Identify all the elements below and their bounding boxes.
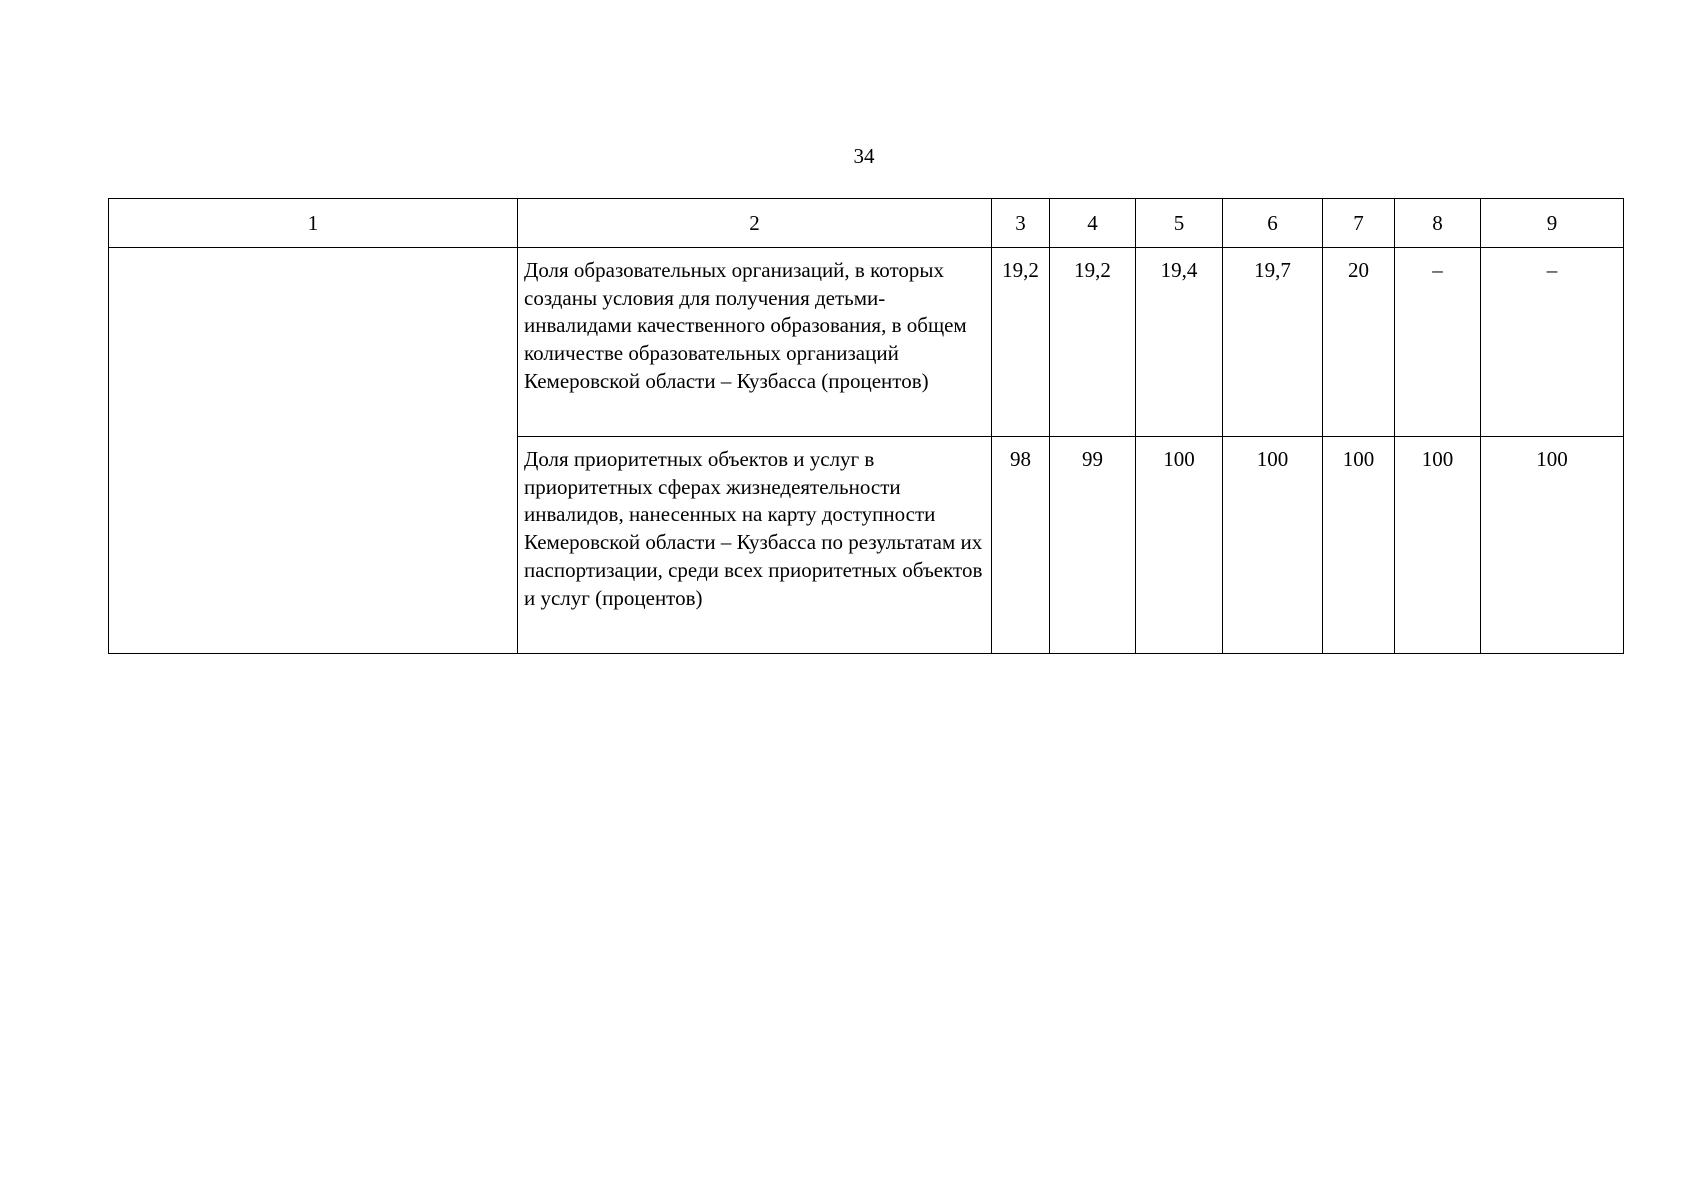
value-cell: 100 [1136, 437, 1223, 654]
header-cell-7: 7 [1323, 199, 1395, 248]
value-cell: 19,2 [1050, 248, 1136, 437]
header-cell-1: 1 [109, 199, 518, 248]
indicator-description: Доля приоритетных объектов и услуг в приоритетных сферах жизнедеятельности инвалидов, нанесенных на карту доступности Кемеровской области – Кузбасса по результатам их паспортизации, среди всех приоритетных объектов и услуг (процентов) [518, 437, 992, 654]
header-cell-3: 3 [992, 199, 1050, 248]
page-number: 34 [853, 144, 875, 168]
value-cell: 20 [1323, 248, 1395, 437]
value-cell: 100 [1481, 437, 1624, 654]
value-cell: 100 [1223, 437, 1323, 654]
indicators-table [108, 198, 1624, 654]
value-cell: 98 [992, 437, 1050, 654]
value-cell: 19,4 [1136, 248, 1223, 437]
value-cell: – [1481, 248, 1624, 437]
merged-empty-cell [109, 248, 518, 654]
value-cell: 19,2 [992, 248, 1050, 437]
value-cell: 99 [1050, 437, 1136, 654]
table-row [109, 248, 1624, 437]
value-cell: 19,7 [1223, 248, 1323, 437]
value-cell: 100 [1395, 437, 1481, 654]
value-cell: – [1395, 248, 1481, 437]
header-cell-8: 8 [1395, 199, 1481, 248]
indicator-description: Доля образовательных организаций, в которых созданы условия для получения детьми-инвалидами качественного образования, в общем количестве образовательных организаций Кемеровской области – Кузбасса (процентов) [518, 248, 992, 437]
header-cell-2: 2 [518, 199, 992, 248]
header-cell-6: 6 [1223, 199, 1323, 248]
header-cell-9: 9 [1481, 199, 1624, 248]
header-cell-4: 4 [1050, 199, 1136, 248]
value-cell: 100 [1323, 437, 1395, 654]
header-cell-5: 5 [1136, 199, 1223, 248]
table-header-row [109, 199, 1624, 248]
